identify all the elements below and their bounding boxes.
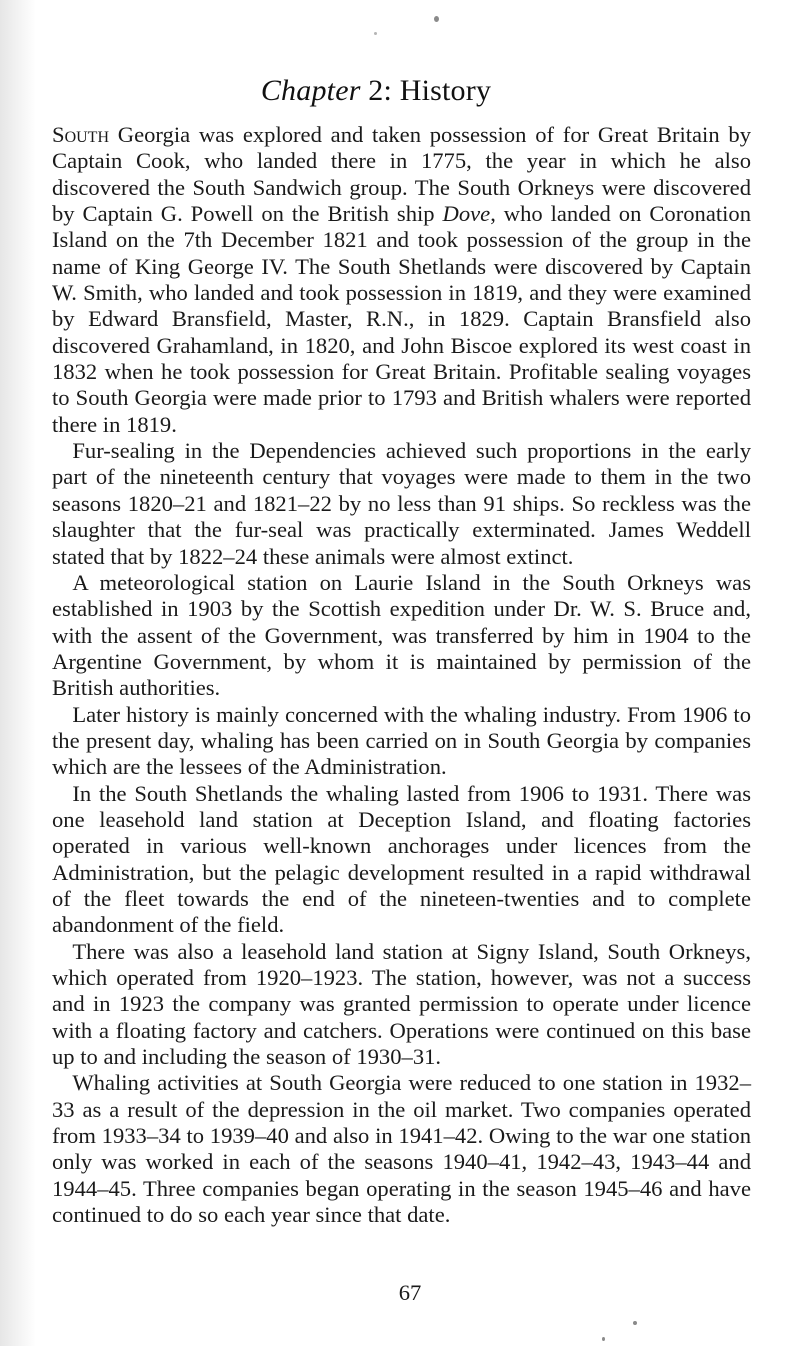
ship-name: Dove (442, 201, 491, 227)
chapter-heading (0, 74, 752, 108)
lead-word: South (52, 122, 110, 147)
chapter-title: History (399, 74, 492, 107)
paragraph (52, 122, 751, 438)
paragraph: Fur-sealing in the Dependencies achieved such proportions in the early part of the nineteenth century that voyages were made to them in the two seasons 1820–21 and 1821–22 by no less than 91 ships. So reckless was the slaughter that the fur-seal was practically exterminated. James Weddell stated that by 1822–24 these animals were almost extinct. (52, 438, 751, 569)
scan-shadow (0, 0, 36, 1346)
ink-speck (633, 1321, 637, 1325)
paragraph-text: Georgia was explored and taken possession of for Great Britain by Captain Cook, who landed there in 1775, the year in which he also discovered the South Sandwich group. The South Orkneys were discovered by Captain G. Powell on the British ship (52, 122, 751, 227)
paragraph-text: , who landed on Coronation Island on the 7th December 1821 and took possession of the group in the name of King George IV. The South Shetlands were discovered by Captain W. Smith, who landed and took possession in 1819, and they were examined by Edward Bransfield, Master, R.N., in 1829. Captain Bransfield also discovered Grahamland, in 1820, and John Biscoe explored its west coast in 1832 when he took possession for Great Britain. Profitable sealing voyages to South Georgia were made prior to 1793 and British whalers were reported there in 1819. (52, 201, 751, 437)
paragraph: There was also a leasehold land station at Signy Island, South Orkneys, which operated from 1920–1923. The station, however, was not a success and in 1923 the company was granted permission to operate under licence with a floating factory and catchers. Operations were continued on this base up to and including the season of 1930–31. (52, 938, 751, 1070)
paragraph: A meteorological station on Laurie Island in the South Orkneys was established in 1903 by the Scottish expedition under Dr. W. S. Bruce and, with the assent of the Government, was transferred by him in 1904 to the Argentine Government, by whom it is maintained by permission of the British authorities. (52, 569, 751, 701)
paragraph: In the South Shetlands the whaling lasted from 1906 to 1931. There was one leasehold land station at Deception Island, and floating factories operated in various well-known anchorages under licences from the Administration, but the pelagic development resulted in a rapid withdrawal of the fleet towards the end of the nineteen-twenties and to complete abandonment of the field. (52, 780, 751, 938)
chapter-number: 2: (368, 74, 393, 107)
ink-speck (434, 16, 439, 22)
page-number: 67 (398, 1280, 422, 1305)
body-text (52, 122, 751, 1228)
paragraph: Later history is mainly concerned with the whaling industry. From 1906 to the present day, whaling has been carried on in South Georgia by companies which are the lessees of the Administration. (52, 701, 751, 780)
paragraph: Whaling activities at South Georgia were reduced to one station in 1932–33 as a result of the depression in the oil market. Two companies operated from 1933–34 to 1939–40 and also in 1941–42. Owing to the war one station only was worked in each of the seasons 1940–41, 1942–43, 1943–44 and 1944–45. Three companies began operating in the season 1945–46 and have continued to do so each year since that date. (52, 1070, 751, 1228)
ink-speck (602, 1337, 605, 1341)
ink-speck (374, 32, 377, 35)
chapter-word: Chapter (260, 74, 361, 107)
